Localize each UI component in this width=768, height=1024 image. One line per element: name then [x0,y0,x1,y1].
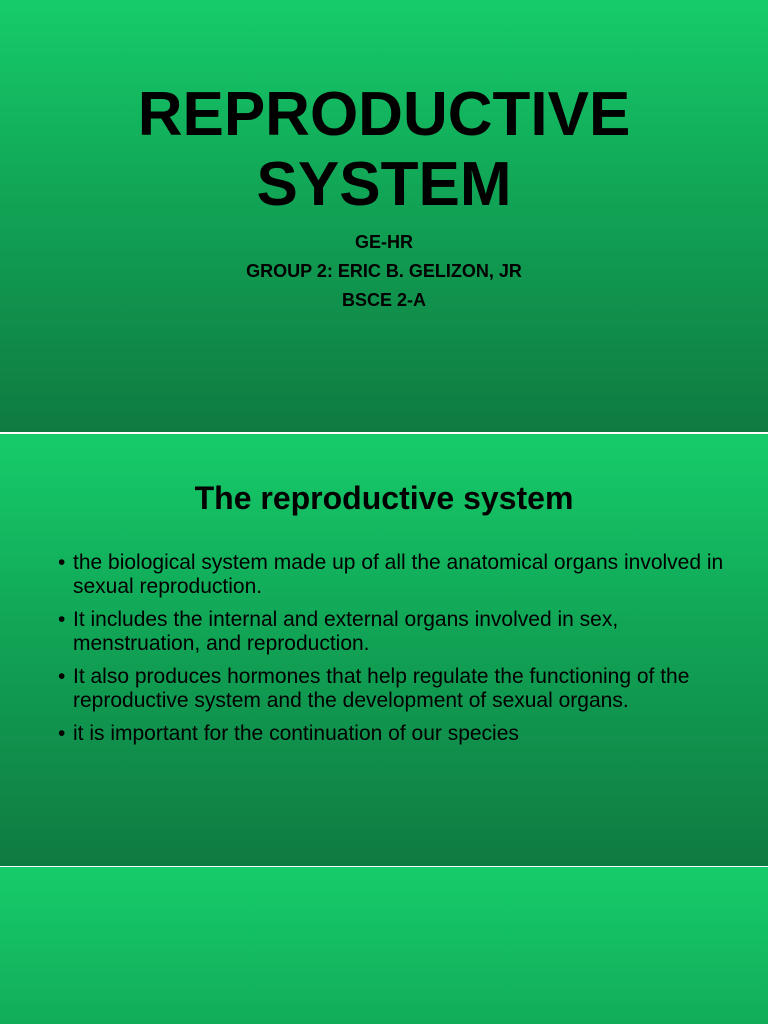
slide-partial[interactable] [0,867,768,1024]
bullet-text: the biological system made up of all the anatomical organs involved in sexual reproduction. [73,551,724,598]
title-line-2: SYSTEM [256,150,512,219]
slide-content[interactable] [0,434,768,866]
bullet-text: It also produces hormones that help regulate the functioning of the reproductive system and the development of sexual organs. [73,665,690,712]
title-line-1: REPRODUCTIVE [137,80,631,149]
bullet-text: it is important for the continuation of our species [73,722,519,745]
bullet-icon: • [58,551,66,574]
list-item [58,608,728,656]
bullet-list [58,551,728,755]
subtitle-block [0,228,768,315]
bullet-icon: • [58,722,66,745]
presentation-title [0,80,768,220]
bullet-icon: • [58,608,66,631]
group-author: GROUP 2: ERIC B. GELIZON, JR [246,261,522,281]
list-item [58,722,728,746]
bullet-icon: • [58,665,66,688]
list-item [58,665,728,713]
bullet-text: It includes the internal and external organs involved in sex, menstruation, and reproduction. [73,608,619,655]
section: BSCE 2-A [341,290,426,310]
course-code: GE-HR [355,232,413,252]
slide-title[interactable] [0,0,768,432]
slide-heading: The reproductive system [194,480,574,516]
list-item [58,551,728,599]
